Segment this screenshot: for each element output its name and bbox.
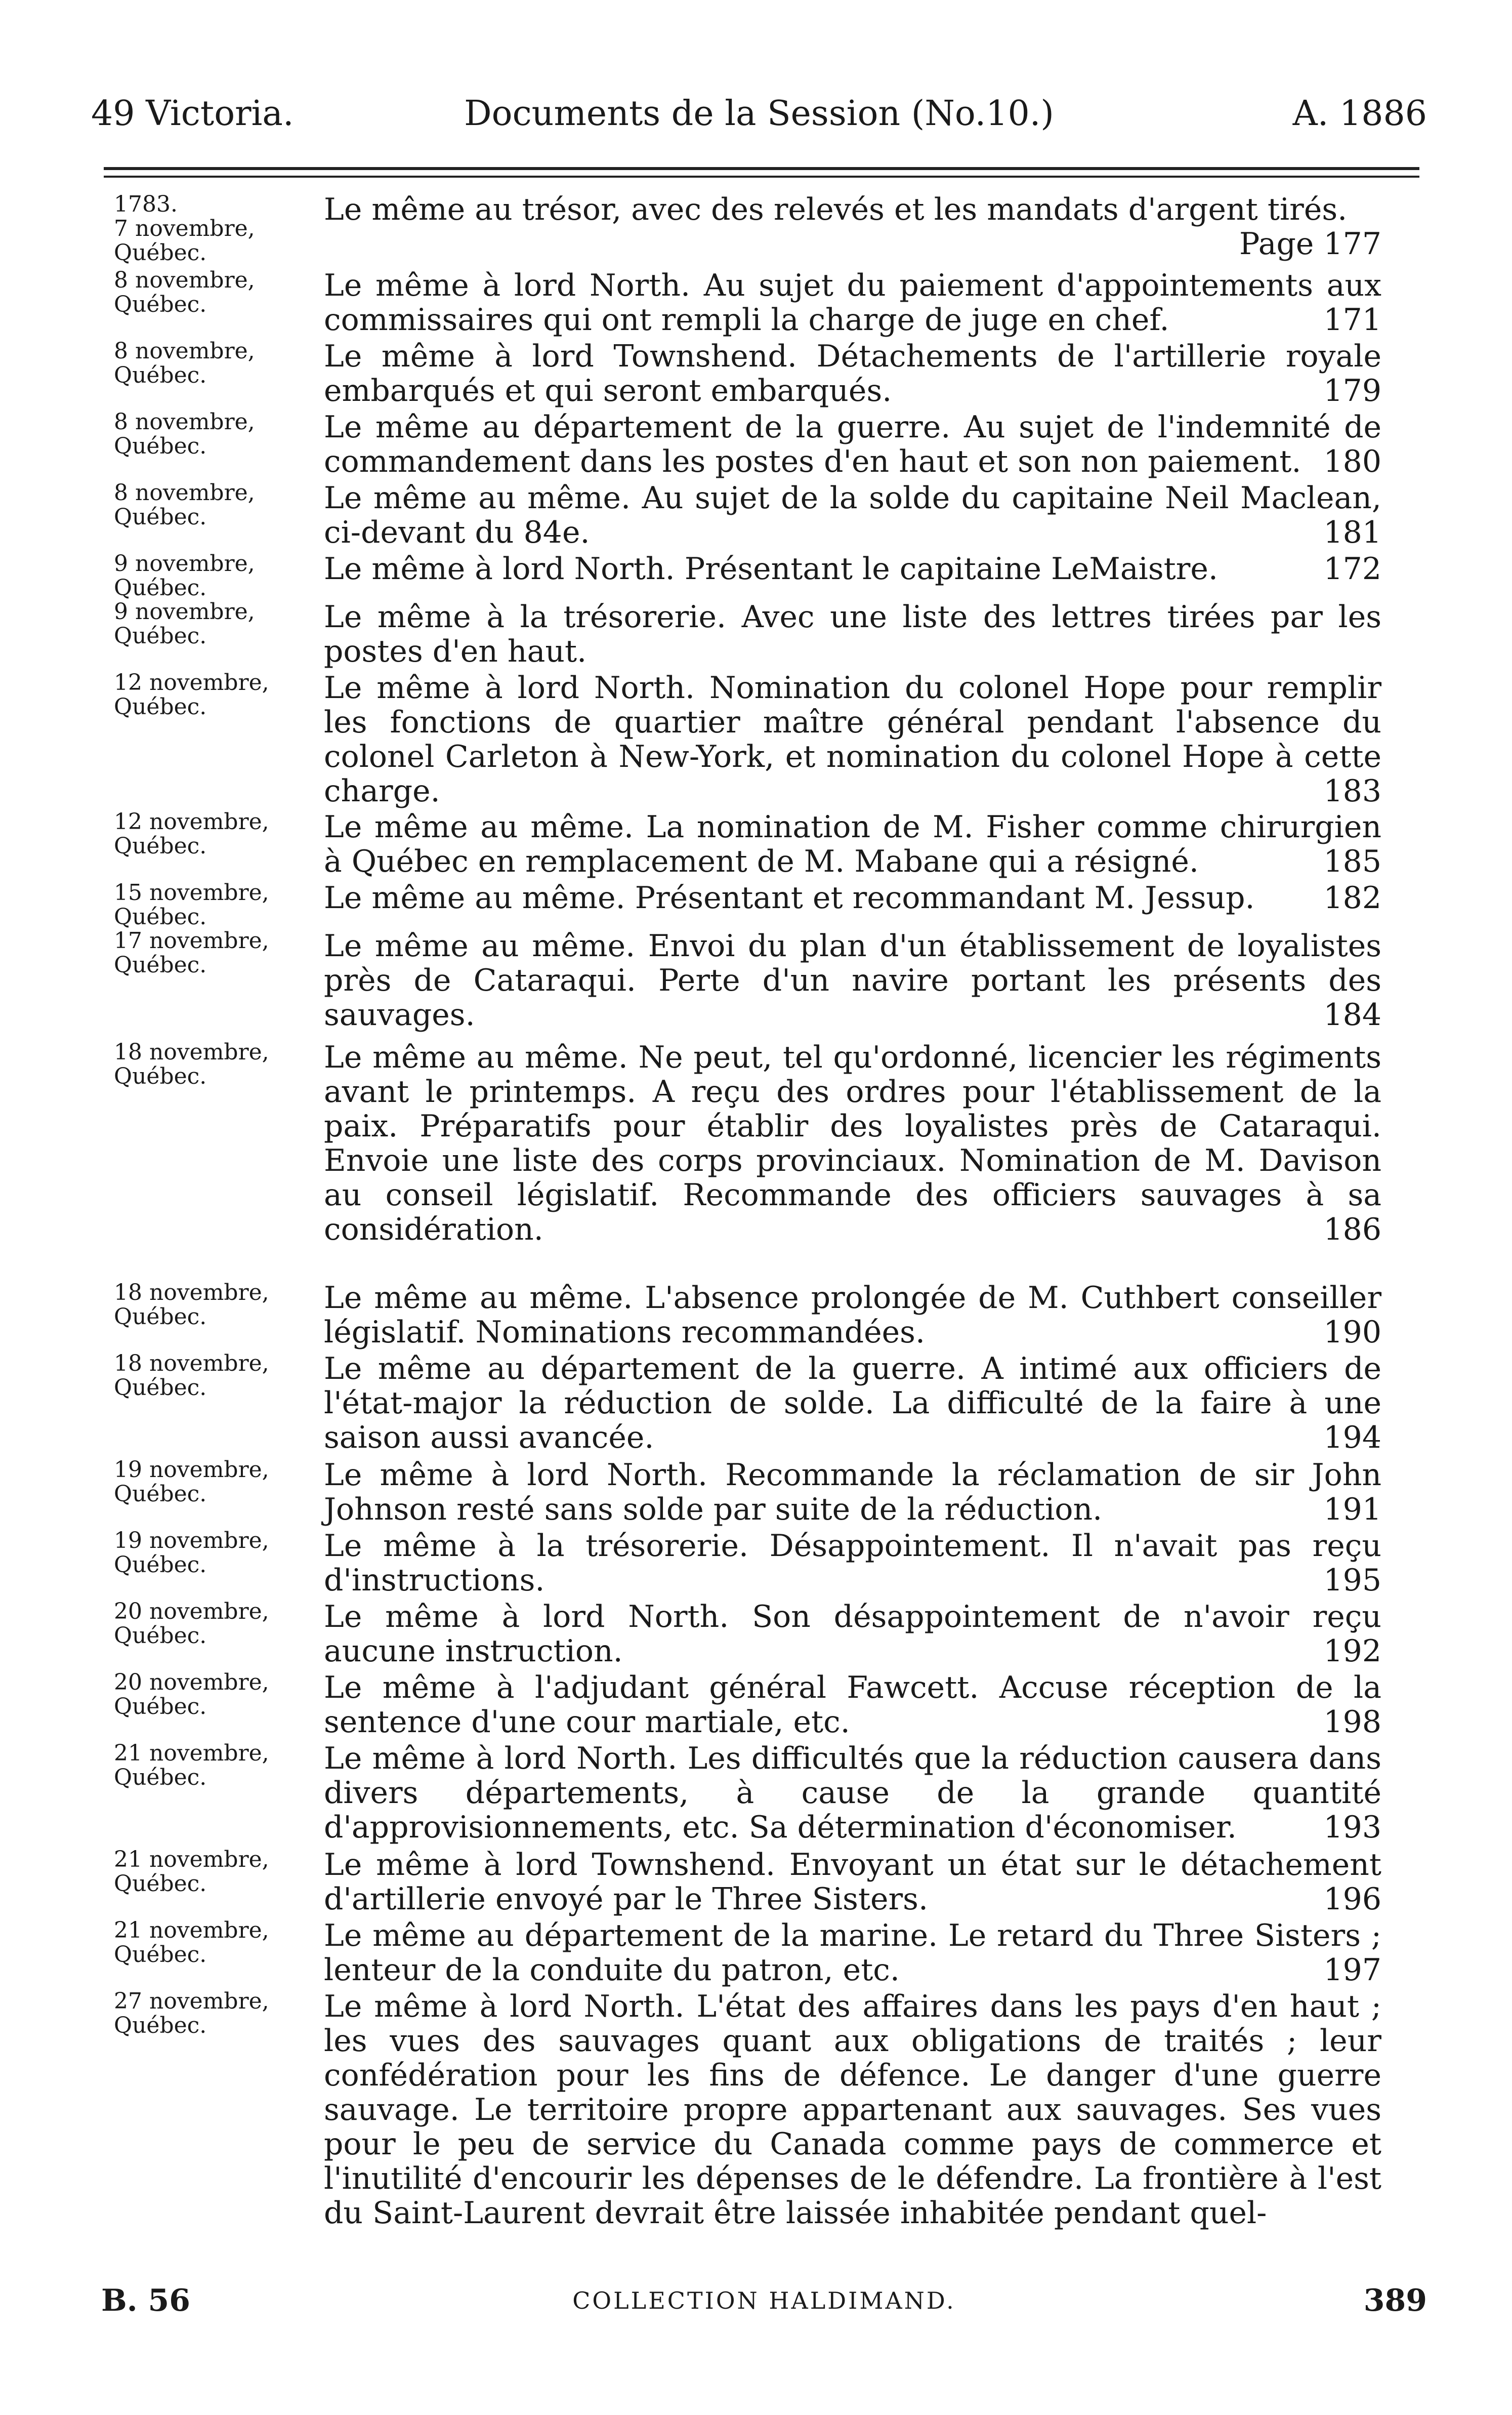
entry-date: 18 novembre, Québec.: [114, 1280, 269, 1330]
entry-text: [324, 410, 1381, 479]
entry-page-ref: 192: [1323, 1633, 1381, 1669]
entry-summary: Le même à lord North. L'état des affaires dans les pays d'en haut ; les vues des sauvages quant aux obligations de traités ; leur confédération pour les fins de défence. Le danger d'une guerre sauvage. Le territoire propre appartenant aux sauvages. Ses vues pour le peu de service du Canada comme pays de commerce et l'inutilité d'encourir les dépenses de le défendre. La frontière à l'est du Saint-Laurent devrait être laissée inhabitée pendant quel-: [324, 1989, 1381, 2231]
entry-text: [324, 192, 1381, 261]
entry-text: [324, 1670, 1381, 1739]
entry-summary: Le même à lord North. Présentant le capitaine LeMaistre.: [324, 551, 1218, 587]
entry-page-ref: 182: [1323, 880, 1381, 916]
entry-date: 19 novembre, Québec.: [114, 1457, 269, 1507]
entry-date: 20 novembre, Québec.: [114, 1669, 269, 1720]
entry-date: 9 novembre, Québec.: [114, 599, 255, 649]
footer-collection: COLLECTION HALDIMAND.: [572, 2287, 956, 2314]
entry-date: 8 novembre, Québec.: [114, 409, 255, 459]
entry-date: 19 novembre, Québec.: [114, 1528, 269, 1578]
entry-date: 1783. 7 novembre, Québec.: [114, 191, 255, 266]
entry-text: [324, 671, 1381, 808]
entry-page-ref: 185: [1323, 844, 1381, 879]
entry-summary: Le même à lord North. Nomination du colonel Hope pour remplir les fonctions de quartier maître général pendant l'absence du colonel Carleton à New-York, et nomination du colonel Hope à cette charge.: [324, 670, 1381, 809]
entry-page-ref: 180: [1323, 444, 1381, 479]
entry-page-ref: 183: [1323, 773, 1381, 809]
entry-text: [324, 1741, 1381, 1845]
footer-page-number: 389: [1363, 2283, 1427, 2318]
entry-date: 21 novembre, Québec.: [114, 1847, 269, 1897]
entry-summary: Le même au même. Envoi du plan d'un établissement de loyalistes près de Cataraqui. Perte d'un navire portant les présents des sauvages.: [324, 928, 1381, 1033]
entry-date: 17 novembre, Québec.: [114, 928, 269, 978]
entry-summary: Le même au même. La nomination de M. Fisher comme chirurgien à Québec en remplacement de M. Mabane qui a résigné.: [324, 809, 1381, 879]
entry-date: 27 novembre, Québec.: [114, 1988, 269, 2038]
entry-page-ref: 197: [1323, 1952, 1381, 1988]
entry-text: [324, 481, 1381, 550]
entry-date: 15 novembre, Québec.: [114, 880, 269, 930]
entry-text: [324, 1989, 1381, 2230]
entry-summary: Le même au département de la guerre. A intimé aux officiers de l'état-major la réduction de solde. La difficulté de la faire à une saison aussi avancée.: [324, 1351, 1381, 1455]
header-title: Documents de la Session (No.10.): [464, 94, 1054, 134]
entry-summary: Le même à la trésorerie. Avec une liste des lettres tirées par les postes d'en haut.: [324, 599, 1381, 669]
entry-text: [324, 1600, 1381, 1668]
entry-text: [324, 810, 1381, 879]
header-year: A. 1886: [1292, 94, 1427, 134]
entry-summary: Le même à lord North. Les difficultés que la réduction causera dans divers départements, à cause de la grande quantité d'approvisionnements, etc. Sa détermination d'économiser.: [324, 1741, 1381, 1845]
entry-page-ref: 186: [1323, 1212, 1381, 1247]
entry-page-ref: 184: [1323, 997, 1381, 1033]
entry-date: 12 novembre, Québec.: [114, 809, 269, 859]
entry-date: 12 novembre, Québec.: [114, 670, 269, 720]
entry-page-ref: 198: [1323, 1704, 1381, 1740]
entry-page-ref: 195: [1323, 1563, 1381, 1598]
entry-text: [324, 1458, 1381, 1527]
entry-text: [324, 600, 1381, 669]
entry-page-ref: Page 177: [1239, 226, 1381, 262]
entry-date: 18 novembre, Québec.: [114, 1350, 269, 1401]
entry-date: 9 novembre, Québec.: [114, 551, 255, 601]
entry-date: 8 novembre, Québec.: [114, 267, 255, 317]
header-session: 49 Victoria.: [91, 94, 294, 134]
entry-page-ref: 179: [1323, 373, 1381, 408]
entry-date: 8 novembre, Québec.: [114, 338, 255, 388]
entry-text: [324, 1848, 1381, 1916]
entry-page-ref: 196: [1323, 1881, 1381, 1917]
entry-page-ref: 190: [1323, 1315, 1381, 1350]
entry-text: [324, 929, 1381, 1032]
entry-date: 21 novembre, Québec.: [114, 1917, 269, 1968]
entry-summary: Le même au département de la guerre. Au sujet de l'indemnité de commandement dans les postes d'en haut et son non paiement.: [324, 410, 1381, 479]
entry-summary: Le même à la trésorerie. Désappointement. Il n'avait pas reçu d'instructions.: [324, 1528, 1381, 1598]
entry-date: 18 novembre, Québec.: [114, 1039, 269, 1089]
entry-page-ref: 193: [1323, 1810, 1381, 1845]
entry-summary: Le même au département de la marine. Le retard du Three Sisters ; lenteur de la conduite du patron, etc.: [324, 1918, 1381, 1988]
entry-text: [324, 1040, 1381, 1247]
entry-page-ref: 172: [1323, 551, 1381, 587]
page-footer: [101, 2278, 1427, 2323]
entry-text: [324, 1352, 1381, 1455]
entry-text: [324, 552, 1381, 586]
entry-text: [324, 1529, 1381, 1598]
entry-summary: Le même à lord North. Recommande la réclamation de sir John Johnson resté sans solde par suite de la réduction.: [324, 1457, 1381, 1527]
entry-summary: Le même à lord North. Son désappointement de n'avoir reçu aucune instruction.: [324, 1599, 1381, 1669]
entry-page-ref: 181: [1323, 515, 1381, 550]
entry-date: 21 novembre, Québec.: [114, 1740, 269, 1790]
entry-text: [324, 268, 1381, 337]
entry-page-ref: 191: [1323, 1492, 1381, 1527]
entry-text: [324, 1918, 1381, 1987]
entry-date: 8 novembre, Québec.: [114, 480, 255, 530]
entry-summary: Le même à l'adjudant général Fawcett. Accuse réception de la sentence d'une cour martiale, etc.: [324, 1670, 1381, 1740]
entry-summary: Le même au trésor, avec des relevés et les mandats d'argent tirés.: [324, 192, 1348, 227]
entry-summary: Le même à lord Townshend. Détachements de l'artillerie royale embarqués et qui seront embarqués.: [324, 339, 1381, 408]
entry-summary: Le même au même. Au sujet de la solde du capitaine Neil Maclean, ci-devant du 84e.: [324, 480, 1381, 550]
entry-summary: Le même à lord North. Au sujet du paiement d'appointements aux commissaires qui ont rempli la charge de juge en chef.: [324, 268, 1381, 338]
entry-date: 20 novembre, Québec.: [114, 1599, 269, 1649]
entry-text: [324, 339, 1381, 408]
entry-summary: Le même au même. Présentant et recommandant M. Jessup.: [324, 880, 1255, 916]
entry-summary: Le même au même. Ne peut, tel qu'ordonné, licencier les régiments avant le printemps. A reçu des ordres pour l'établissement de la paix. Préparatifs pour établir des loyalistes près de Cataraqui. Envoie une liste des corps provinciaux. Nomination de M. Davison au conseil législatif. Recommande des officiers sauvages à sa considération.: [324, 1040, 1381, 1247]
footer-signature: B. 56: [101, 2283, 190, 2318]
entry-text: [324, 881, 1381, 915]
entry-summary: Le même au même. L'absence prolongée de M. Cuthbert conseiller législatif. Nominations recommandées.: [324, 1280, 1381, 1350]
entry-page-ref: 171: [1323, 302, 1381, 338]
entry-summary: Le même à lord Townshend. Envoyant un état sur le détachement d'artillerie envoyé par le Three Sisters.: [324, 1847, 1381, 1917]
entry-page-ref: 194: [1323, 1420, 1381, 1455]
entry-text: [324, 1281, 1381, 1349]
